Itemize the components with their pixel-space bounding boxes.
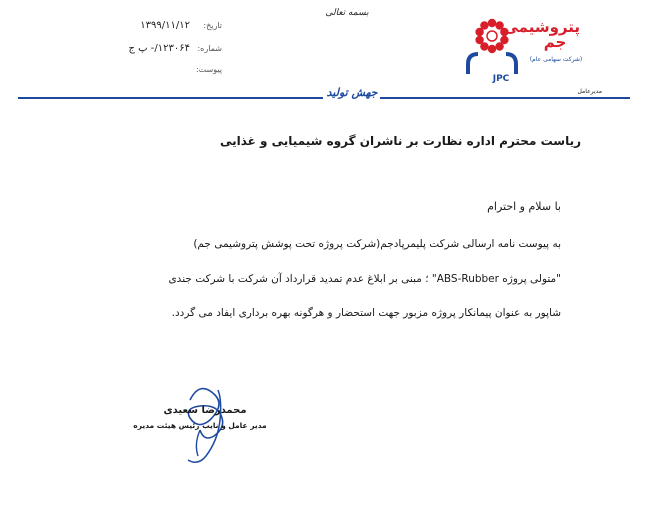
number-value: ۱۲۳۰۶۴/- پ ج xyxy=(128,43,190,54)
logo-text: JPC xyxy=(492,74,510,84)
handwritten-signature-icon xyxy=(160,370,250,470)
slogan: جهش تولید xyxy=(326,86,378,99)
letter-subject: ریاست محترم اداره نظارت بر ناشران گروه شیمیایی و غذایی xyxy=(219,134,581,148)
letter-paragraph-line-2: "متولی پروژه ABS-Rubber" ؛ مبنی بر ابلاغ عدم تمدید قرارداد آن شرکت با شرکت جندی xyxy=(168,273,561,285)
signatory-title: مدیر عامل و نایب رئیس هیئت مدیره xyxy=(133,421,267,430)
company-sub: (شرکت سهامی عام) xyxy=(529,56,583,63)
letter-greeting: با سلام و احترام xyxy=(487,200,561,213)
letter-paragraph-line-1: به پیوست نامه ارسالی شرکت پلیمرپادجم(شرکت پروژه تحت پوشش پتروشیمی جم) xyxy=(193,238,561,250)
letter-paragraph-line-3: شاپور به عنوان پیمانکار پروژه مزبور جهت استحضار و هرگونه بهره برداری ایفاد می گردد. xyxy=(171,307,561,319)
signatory-name: محمدرضا سعیدی xyxy=(163,405,247,416)
basmala: بسمه تعالی xyxy=(325,8,369,18)
date-value: ۱۳۹۹/۱۱/۱۲ xyxy=(140,20,190,31)
company-name: پتروشیمی جم xyxy=(503,18,580,51)
ceo-mark: مدیرعامل xyxy=(577,88,602,95)
header-divider-right xyxy=(380,97,630,99)
header-divider-left xyxy=(18,97,323,99)
number-label: شماره: xyxy=(197,44,222,53)
attachment-label: پیوست: xyxy=(195,65,222,74)
date-label: تاریخ: xyxy=(203,21,222,30)
